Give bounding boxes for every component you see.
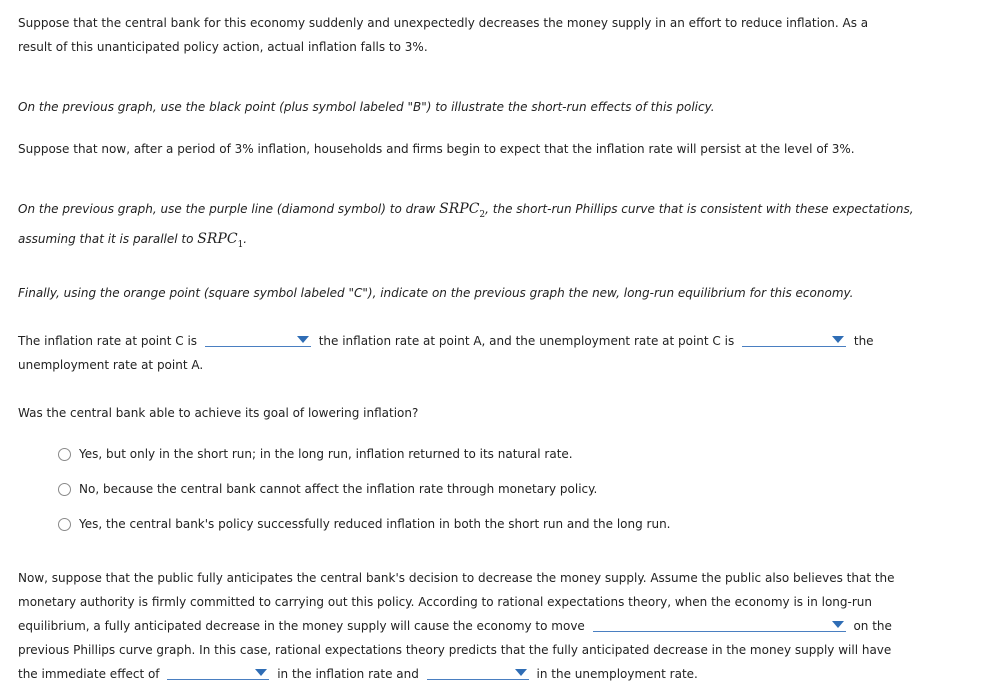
inflation-effect-dropdown[interactable] [167, 665, 269, 680]
economy-movement-dropdown[interactable] [593, 617, 846, 632]
comparison-text-2: the inflation rate at point A, and the unemployment rate at point C is [318, 334, 735, 348]
rational-line-3a: equilibrium, a fully anticipated decrease in the money supply will cause the economy to move [18, 619, 585, 633]
srpc1-base: SRPC [197, 230, 238, 247]
instruction-point-b: On the previous graph, use the black point (plus symbol labeled "B") to illustrate the short-run effects of this policy. [18, 100, 715, 114]
srpc1-subscript: 1 [237, 239, 244, 250]
expectations-paragraph: Suppose that now, after a period of 3% inflation, households and firms begin to expect that the inflation rate will persist at the level of 3%. [18, 142, 855, 156]
radio-button[interactable] [58, 518, 71, 531]
instruction-srpc2 [18, 197, 948, 257]
srpc2-label [439, 201, 486, 220]
comparison-text-1: The inflation rate at point C is [18, 334, 198, 348]
rational-line-2: monetary authority is firmly committed to carrying out this policy. According to rational expectations theory, when the economy is in long-run [18, 595, 872, 609]
chevron-down-icon [832, 336, 844, 343]
rational-line-4: previous Phillips curve graph. In this case, rational expectations theory predicts that the fully anticipated decrease in the money supply will have [18, 643, 892, 657]
instruction-point-c: Finally, using the orange point (square symbol labeled "C"), indicate on the previous graph the new, long-run equilibrium for this economy. [18, 286, 854, 300]
srpc1-label [197, 230, 244, 250]
rational-line-1: Now, suppose that the public fully anticipates the central bank's decision to decrease the money supply. Assume the public also believes that the [18, 571, 895, 585]
answer-option-1[interactable] [58, 444, 573, 464]
srpc2-base: SRPC [439, 201, 480, 217]
answer-option-label: Yes, but only in the short run; in the long run, inflation returned to its natural rate. [79, 447, 573, 461]
chevron-down-icon [515, 669, 527, 676]
rational-expectations-paragraph [18, 566, 958, 686]
srpc-text-3: assuming that it is parallel to [18, 231, 194, 246]
intro-line-2: result of this unanticipated policy action, actual inflation falls to 3%. [18, 40, 428, 54]
rational-line-5b: in the inflation rate and [277, 667, 419, 681]
rational-line-5c: in the unemployment rate. [536, 667, 698, 681]
rational-line-5a: the immediate effect of [18, 667, 160, 681]
unemployment-effect-dropdown[interactable] [427, 665, 529, 680]
chevron-down-icon [255, 669, 267, 676]
comparison-text-4: unemployment rate at point A. [18, 358, 204, 372]
chevron-down-icon [832, 621, 844, 628]
question-text: Was the central bank able to achieve its goal of lowering inflation? [18, 406, 419, 420]
srpc-text-1: On the previous graph, use the purple line (diamond symbol) to draw [18, 202, 436, 216]
srpc-text-2: , the short-run Phillips curve that is consistent with these expectations, [485, 202, 914, 216]
answer-option-2[interactable] [58, 479, 597, 499]
unemployment-comparison-dropdown[interactable] [742, 332, 846, 347]
intro-line-1: Suppose that the central bank for this economy suddenly and unexpectedly decreases the money supply in an effort to reduce inflation. As a [18, 16, 869, 30]
answer-option-label: Yes, the central bank's policy successfully reduced inflation in both the short run and the long run. [79, 517, 671, 531]
srpc-text-4: . [243, 231, 248, 246]
srpc2-subscript: 2 [479, 209, 486, 220]
radio-button[interactable] [58, 448, 71, 461]
radio-button[interactable] [58, 483, 71, 496]
chevron-down-icon [297, 336, 309, 343]
answer-option-label: No, because the central bank cannot affect the inflation rate through monetary policy. [79, 482, 598, 496]
rational-line-3b: on the [853, 619, 892, 633]
intro-paragraph [18, 11, 948, 59]
inflation-comparison-dropdown[interactable] [205, 332, 311, 347]
answer-option-3[interactable] [58, 514, 671, 534]
comparison-paragraph [18, 329, 948, 377]
comparison-text-3: the [853, 334, 874, 348]
